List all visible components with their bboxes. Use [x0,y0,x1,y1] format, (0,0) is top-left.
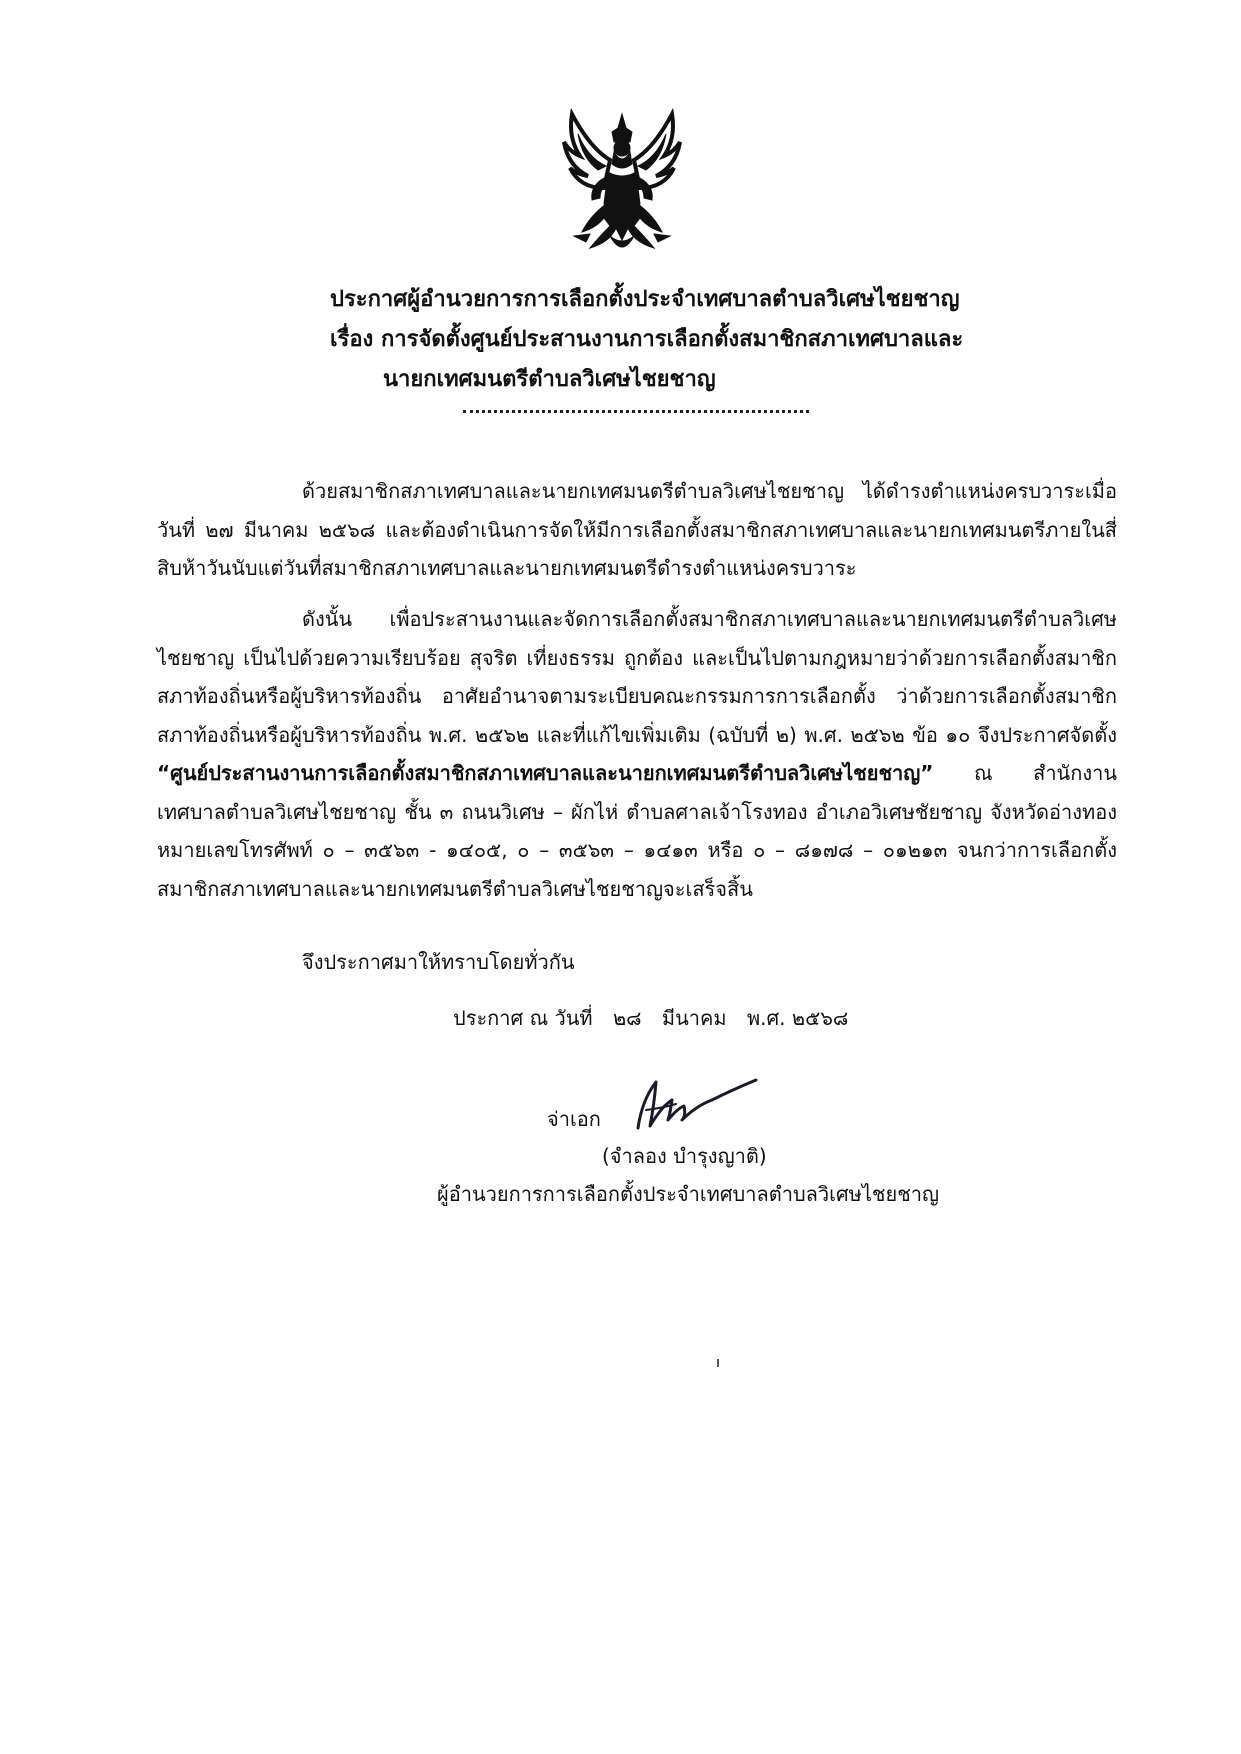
signer-position: ผู้อำนวยการการเลือกตั้งประจำเทศบาลตำบลวิเศษไชยชาญ [437,1182,940,1206]
closing-statement: จึงประกาศมาให้ทราบโดยทั่วกัน [302,950,575,974]
coordination-center-name: “ศูนย์ประสานงานการเลือกตั้งสมาชิกสภาเทศบาลและนายกเทศมนตรีตำบลวิเศษไชยชาญ” [157,761,934,785]
garuda-emblem-icon [560,108,684,258]
date-month: มีนาคม [661,1006,727,1030]
paragraph-2 [157,600,1117,908]
dotted-divider [463,410,809,413]
date-year: พ.ศ. ๒๕๖๘ [746,1006,849,1030]
date-prefix: ประกาศ ณ วันที่ [453,1006,593,1030]
title-line-1: ประกาศผู้อำนวยการการเลือกตั้งประจำเทศบาลตำบลวิเศษไชยชาญ [330,287,960,312]
announcement-date [453,1002,862,1034]
signer-name: (จำลอง บำรุงญาติ) [602,1144,767,1168]
title-line-2: เรื่อง การจัดตั้งศูนย์ประสานงานการเลือกตั้งสมาชิกสภาเทศบาลและ [330,327,964,352]
date-day: ๒๘ [612,1006,642,1030]
signer-rank: จ่าเอก [547,1107,601,1131]
paragraph-2-text-a: ดังนั้น เพื่อประสานงานและจัดการเลือกตั้งสมาชิกสภาเทศบาลและนายกเทศมนตรีตำบลวิเศษไชยชาญ เป็นไปด้วยความเรียบร้อย สุจริต เที่ยงธรรม ถูกต้อง และเป็นไปตามกฎหมายว่าด้วยการเลือกตั้งสมาชิกสภาท้องถิ่นหรือผู้บริหารท้องถิ่น อาศัยอำนาจตามระเบียบคณะกรรมการการเลือกตั้ง ว่าด้วยการเลือกตั้งสมาชิกสภาท้องถิ่นหรือผู้บริหารท้องถิ่น พ.ศ. ๒๕๖๒ และที่แก้ไขเพิ่มเติม (ฉบับที่ ๒) พ.ศ. ๒๕๖๒ ข้อ ๑๐ จึงประกาศจัดตั้ง [157,607,1117,747]
handwritten-signature-icon [632,1070,762,1140]
title-line-3: นายกเทศมนตรีตำบลวิเศษไชยชาญ [383,367,716,392]
paragraph-1-text: ด้วยสมาชิกสภาเทศบาลและนายกเทศมนตรีตำบลวิเศษไชยชาญ ได้ดำรงตำแหน่งครบวาระเมื่อวันที่ ๒๗ มีนาคม ๒๕๖๘ และต้องดำเนินการจัดให้มีการเลือกตั้งสมาชิกสภาเทศบาลและนายกเทศมนตรีภายในสี่สิบห้าวันนับแต่วันที่สมาชิกสภาเทศบาลและนายกเทศมนตรีดำรงตำแหน่งครบวาระ [157,479,1117,580]
scan-speck [717,1359,719,1367]
paragraph-1 [157,472,1117,588]
paragraph-2-text-b: ณ สำนักงานเทศบาลตำบลวิเศษไชยชาญ ชั้น ๓ ถนนวิเศษ – ผักไห่ ตำบลศาลเจ้าโรงทอง อำเภอวิเศษชัยชาญ จังหวัดอ่างทอง หมายเลขโทรศัพท์ ๐ – ๓๕๖๓ - ๑๔๐๕, ๐ – ๓๕๖๓ – ๑๔๑๓ หรือ ๐ – ๘๑๗๘ – ๐๑๒๑๓ จนกว่าการเลือกตั้งสมาชิกสภาเทศบาลและนายกเทศมนตรีตำบลวิเศษไชยชาญจะเสร็จสิ้น [157,761,1117,901]
